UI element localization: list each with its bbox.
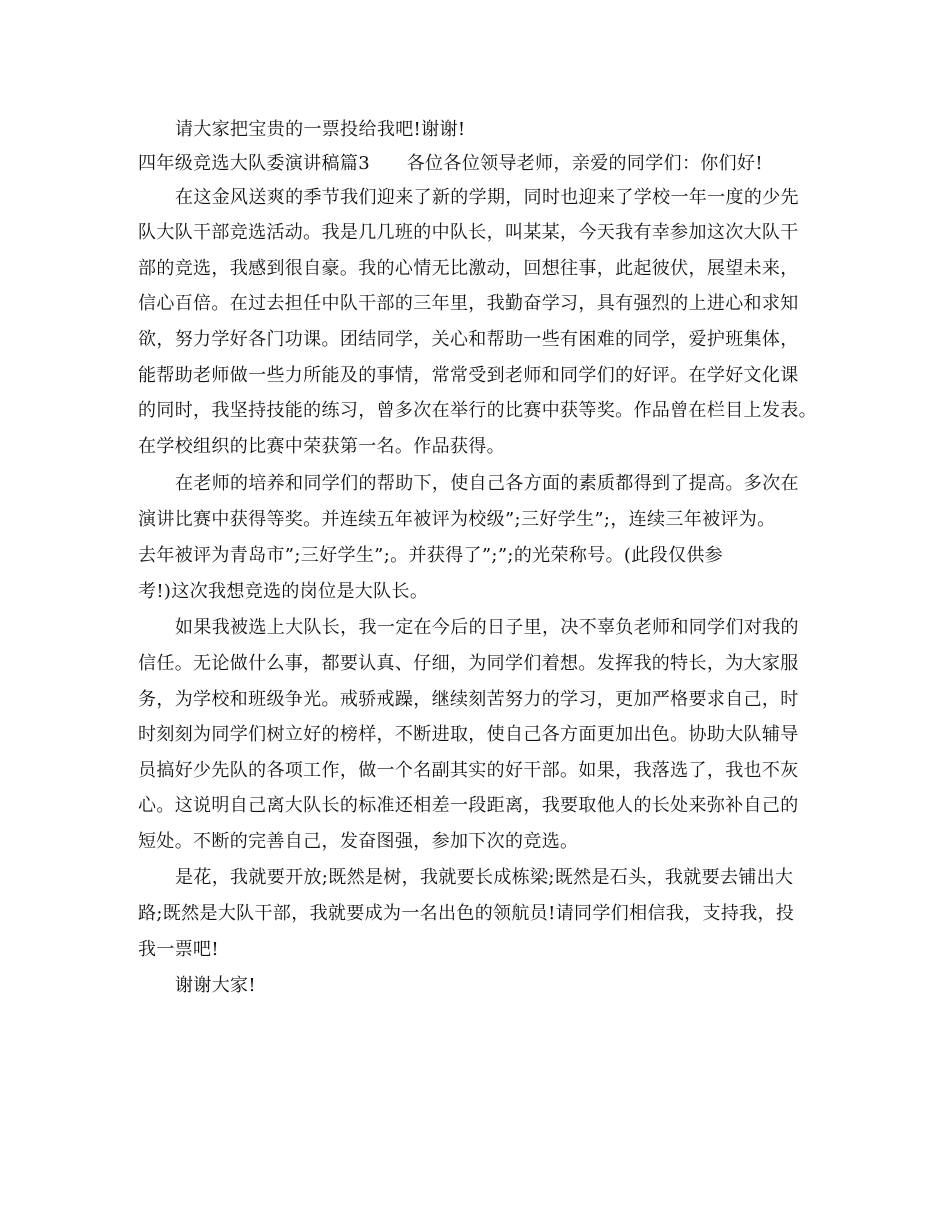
text-line: 去年被评为青岛市”;三好学生”;。并获得了”;”;的光荣称号。(此段仅供参 — [138, 545, 724, 566]
text-line: 请大家把宝贵的一票投给我吧!谢谢! — [175, 119, 466, 140]
text-line: 是花，我就要开放;既然是树，我就要长成栋梁;既然是石头，我就要去铺出大 — [175, 867, 794, 888]
text-line: 员搞好少先队的各项工作，做一个名副其实的好干部。如果，我落选了，我也不灰 — [138, 760, 799, 781]
text-line: 考!)这次我想竞选的岗位是大队长。 — [138, 581, 429, 602]
text-line: 短处。不断的完善自己，发奋图强，参加下次的竞选。 — [138, 831, 579, 852]
text-line: 在老师的培养和同学们的帮助下，使自己各方面的素质都得到了提高。多次在 — [175, 473, 799, 494]
text-line: 我一票吧! — [138, 939, 219, 960]
text-line: 心。这说明自己离大队长的标准还相差一段距离，我要取他人的长处来弥补自己的 — [138, 795, 799, 816]
text-line: 如果我被选上大队长，我一定在今后的日子里，决不辜负老师和同学们对我的 — [175, 617, 799, 638]
text-line: 能帮助老师做一些力所能及的事情，常常受到老师和同学们的好评。在学好文化课 — [138, 365, 799, 386]
text-line: 演讲比赛中获得等奖。并连续五年被评为校级”;三好学生”;，连续三年被评为。 — [138, 509, 776, 530]
text-line: 务，为学校和班级争光。戒骄戒躁，继续刻苦努力的学习，更加严格要求自己，时 — [138, 689, 799, 710]
text-line: 信心百倍。在过去担任中队干部的三年里，我勤奋学习，具有强烈的上进心和求知 — [138, 293, 799, 314]
text-line: 队大队干部竞选活动。我是几几班的中队长，叫某某，今天我有幸参加这次大队干 — [138, 222, 799, 243]
text-line: 谢谢大家! — [175, 975, 256, 996]
text-line: 时刻刻为同学们树立好的榜样，不断进取，使自己各方面更加出色。协助大队辅导 — [138, 724, 799, 745]
text-line: 信任。无论做什么事，都要认真、仔细，为同学们着想。发挥我的特长，为大家服 — [138, 653, 799, 674]
text-line: 在学校组织的比赛中荣获第一名。作品获得。 — [138, 436, 505, 457]
text-line: 部的竞选，我感到很自豪。我的心情无比激动，回想往事，此起彼伏，展望未来， — [138, 258, 799, 279]
text-line: 在这金风送爽的季节我们迎来了新的学期，同时也迎来了学校一年一度的少先 — [175, 187, 799, 208]
text-line: 路;既然是大队干部，我就要成为一名出色的领航员!请同学们相信我，支持我，投 — [138, 903, 795, 924]
text-line: 欲，努力学好各门功课。团结同学，关心和帮助一些有困难的同学，爱护班集体， — [138, 329, 799, 350]
text-line: 的同时，我坚持技能的练习，曾多次在举行的比赛中获等奖。作品曾在栏目上发表。 — [138, 400, 817, 421]
section-heading-line: 四年级竞选大队委演讲稿篇3 各位各位领导老师，亲爱的同学们：你们好! — [138, 153, 763, 174]
